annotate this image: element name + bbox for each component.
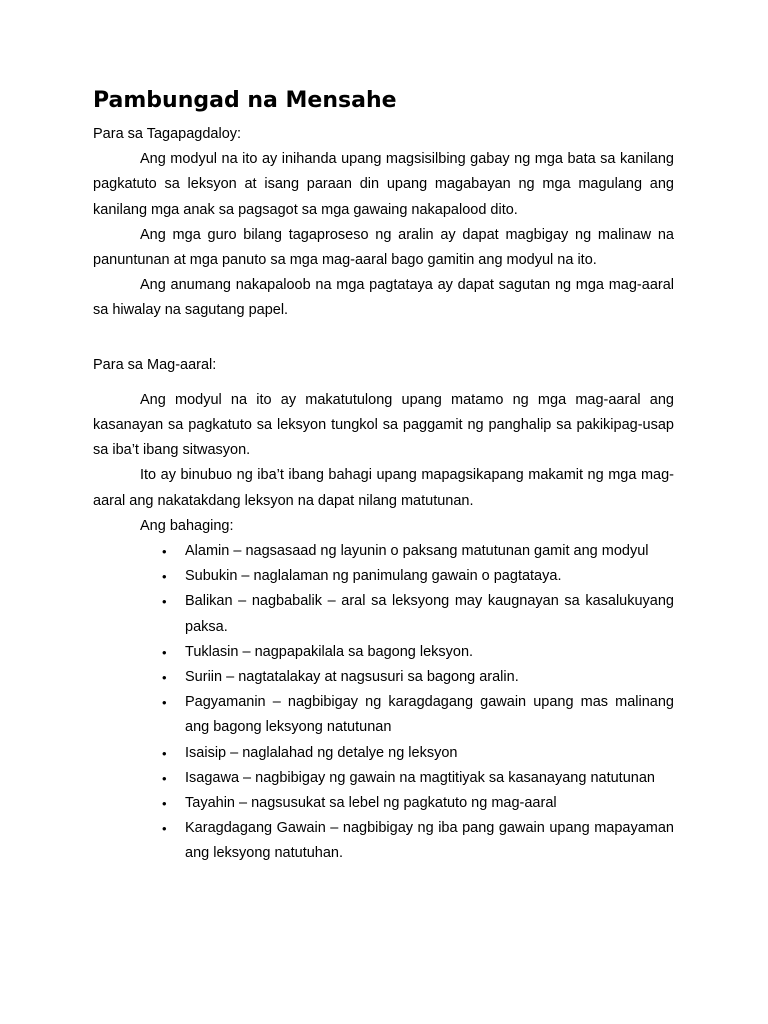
list-item bbox=[162, 564, 674, 589]
list-item-text: Alamin – nagsasaad ng layunin o paksang matutunan gamit ang modyul bbox=[185, 543, 649, 560]
list-item bbox=[162, 741, 674, 766]
facilitator-paragraph-1: Ang modyul na ito ay inihanda upang magsisilbing gabay ng mga bata sa kanilang pagkatuto sa leksyon at isang paraan din upang magabayan ng mga magulang ang kanilang mga anak sa pagsagot sa mga gawaing nakapalood dito. bbox=[93, 151, 674, 218]
learner-paragraph-3: Ang bahaging: bbox=[140, 517, 234, 534]
bullet-icon: • bbox=[162, 796, 167, 812]
list-item bbox=[162, 690, 674, 740]
list-item-text: Suriin – nagtatalakay at nagsusuri sa bagong aralin. bbox=[185, 669, 519, 686]
learner-paragraph-2: Ito ay binubuo ng iba’t ibang bahagi upang mapagsikapang makamit ng mga mag-aaral ang nakatakdang leksyon na dapat nilang matutunan. bbox=[93, 467, 674, 509]
list-item-text: Isaisip – naglalahad ng detalye ng leksyon bbox=[185, 744, 458, 761]
section-spacer bbox=[93, 324, 674, 353]
list-item bbox=[162, 766, 674, 791]
module-parts-list bbox=[93, 539, 674, 867]
list-item bbox=[162, 791, 674, 816]
list-item-text: Pagyamanin – nagbibigay ng karagdagang gawain upang mas malinang ang bagong leksyong natutunan bbox=[185, 694, 674, 736]
list-item-text: Karagdagang Gawain – nagbibigay ng iba pang gawain upang mapayaman ang leksyong natutuhan. bbox=[185, 820, 674, 862]
list-item bbox=[162, 589, 674, 639]
list-item-text: Isagawa – nagbibigay ng gawain na magtitiyak sa kasanayang natutunan bbox=[185, 769, 655, 786]
section-label-learner: Para sa Mag-aaral: bbox=[93, 356, 217, 373]
list-item bbox=[162, 665, 674, 690]
bullet-icon: • bbox=[162, 745, 167, 761]
list-item-text: Tayahin – nagsusukat sa lebel ng pagkatuto ng mag-aaral bbox=[185, 795, 557, 812]
section-label-facilitator: Para sa Tagapagdaloy: bbox=[93, 126, 242, 142]
bullet-icon: • bbox=[162, 770, 167, 786]
list-item bbox=[162, 640, 674, 665]
learner-paragraph-1: Ang modyul na ito ay makatutulong upang matamo ng mga mag-aaral ang kasanayan sa pagkatuto sa leksyon tungkol sa paggamit ng panghalip sa pakikipag-usap sa iba’t ibang sitwasyon. bbox=[93, 391, 674, 459]
list-item bbox=[162, 539, 674, 564]
list-item-text: Subukin – naglalaman ng panimulang gawain o pagtataya. bbox=[185, 568, 562, 585]
bullet-icon: • bbox=[162, 821, 167, 837]
facilitator-paragraph-2: Ang mga guro bilang tagaproseso ng aralin ay dapat magbigay ng malinaw na panuntunan at mga panuto sa mga mag-aaral bago gamitin ang modyul na ito. bbox=[93, 226, 674, 269]
page-title: Pambungad na Mensahe bbox=[93, 88, 397, 113]
list-item bbox=[162, 816, 674, 866]
bullet-icon: • bbox=[162, 670, 167, 686]
bullet-icon: • bbox=[162, 695, 167, 711]
section-spacer bbox=[93, 378, 674, 388]
bullet-icon: • bbox=[162, 569, 167, 585]
document-body bbox=[93, 86, 674, 867]
list-item-text: Tuklasin – nagpapakilala sa bagong leksyon. bbox=[185, 643, 474, 660]
list-item-text: Balikan – nagbabalik – aral sa leksyong may kaugnayan sa kasalukuyang paksa. bbox=[185, 593, 674, 635]
facilitator-paragraph-3: Ang anumang nakapaloob na mga pagtataya ay dapat sagutan ng mga mag-aaral sa hiwalay na sagutang papel. bbox=[93, 277, 674, 319]
bullet-icon: • bbox=[162, 644, 167, 660]
bullet-icon: • bbox=[162, 594, 167, 610]
bullet-icon: • bbox=[162, 544, 167, 560]
